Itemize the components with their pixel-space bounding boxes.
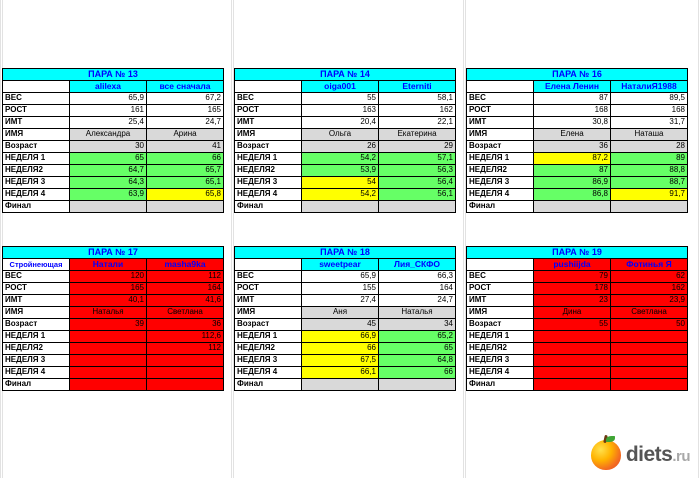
row-label: РОСТ	[235, 105, 302, 117]
cell-value: 34	[379, 319, 456, 331]
logo-suffix: .ru	[672, 448, 690, 465]
row-label: ИМТ	[3, 295, 70, 307]
table-row	[467, 153, 688, 165]
cell-value: 55	[302, 93, 379, 105]
cell-value: 40,1	[70, 295, 147, 307]
apple-icon	[591, 440, 621, 470]
row-label: Возраст	[467, 141, 534, 153]
corner-cell	[467, 81, 534, 93]
cell-value: 55	[534, 319, 611, 331]
table-row	[3, 141, 224, 153]
table-row	[3, 355, 224, 367]
row-label: ВЕС	[235, 271, 302, 283]
cell-value: 36	[534, 141, 611, 153]
cell-value	[534, 343, 611, 355]
cell-value: 165	[147, 105, 224, 117]
table-row	[467, 343, 688, 355]
table-row	[3, 379, 224, 391]
table-row	[467, 177, 688, 189]
cell-value	[611, 379, 688, 391]
table-row	[3, 153, 224, 165]
table-row	[3, 271, 224, 283]
participant-2-name: все сначала	[147, 81, 224, 93]
cell-value: Наташа	[611, 129, 688, 141]
cell-value	[534, 379, 611, 391]
cell-value: 165	[70, 283, 147, 295]
cell-value: 65,9	[70, 93, 147, 105]
row-label: ИМЯ	[3, 307, 70, 319]
row-label: РОСТ	[235, 283, 302, 295]
row-label: ВЕС	[467, 93, 534, 105]
table-row	[3, 367, 224, 379]
cell-value: 163	[302, 105, 379, 117]
cell-value: 66,3	[379, 271, 456, 283]
pair-card-17	[2, 246, 224, 391]
cell-value	[611, 343, 688, 355]
cell-value: 87	[534, 165, 611, 177]
cell-value	[70, 201, 147, 213]
cell-value	[534, 367, 611, 379]
table-row	[235, 295, 456, 307]
row-label: НЕДЕЛЯ 3	[235, 177, 302, 189]
table-row	[467, 283, 688, 295]
card-title: ПАРА № 13	[3, 69, 224, 81]
cell-value	[611, 201, 688, 213]
table-row	[467, 247, 688, 259]
row-label: ИМЯ	[235, 307, 302, 319]
cell-value: 25,4	[70, 117, 147, 129]
corner-cell	[467, 259, 534, 271]
row-label: ИМТ	[467, 117, 534, 129]
table-row	[3, 69, 224, 81]
table-row	[3, 307, 224, 319]
row-label: ВЕС	[3, 271, 70, 283]
row-label: НЕДЕЛЯ2	[235, 343, 302, 355]
participant-1-name: sweetpear	[302, 259, 379, 271]
cell-value: 65,1	[147, 177, 224, 189]
table-row	[467, 93, 688, 105]
cell-value: Аня	[302, 307, 379, 319]
cell-value: 62	[611, 271, 688, 283]
pair-card-14	[234, 68, 456, 213]
cell-value: 54,2	[302, 189, 379, 201]
table-row	[467, 129, 688, 141]
pair-table-14	[234, 68, 456, 213]
cell-value: 41	[147, 141, 224, 153]
cell-value: 53,9	[302, 165, 379, 177]
cell-value: 24,7	[147, 117, 224, 129]
participant-2-name: Фотинья Я	[611, 259, 688, 271]
cell-value: 65,7	[147, 165, 224, 177]
table-row	[235, 319, 456, 331]
row-label: Финал	[467, 379, 534, 391]
table-row	[467, 355, 688, 367]
cell-value: 65,9	[302, 271, 379, 283]
cell-value: 66	[147, 153, 224, 165]
participant-2-name: mashа9ka	[147, 259, 224, 271]
row-label: ВЕС	[467, 271, 534, 283]
cell-value: 155	[302, 283, 379, 295]
table-row	[3, 201, 224, 213]
cell-value: 23,9	[611, 295, 688, 307]
cell-value: 22,1	[379, 117, 456, 129]
pair-card-13	[2, 68, 224, 213]
row-label: НЕДЕЛЯ 4	[3, 189, 70, 201]
table-row	[235, 129, 456, 141]
cell-value: 89,5	[611, 93, 688, 105]
cell-value: 57,1	[379, 153, 456, 165]
cell-value: 31,7	[611, 117, 688, 129]
table-row	[467, 201, 688, 213]
table-row	[235, 81, 456, 93]
row-label: НЕДЕЛЯ 3	[467, 177, 534, 189]
row-label: Возраст	[467, 319, 534, 331]
cell-value: 91,7	[611, 189, 688, 201]
cell-value: 54,2	[302, 153, 379, 165]
cell-value: 162	[379, 105, 456, 117]
row-label: НЕДЕЛЯ 3	[3, 177, 70, 189]
cell-value	[534, 355, 611, 367]
cell-value: 112,6	[147, 331, 224, 343]
cell-value: 64,3	[70, 177, 147, 189]
cell-value: 64,7	[70, 165, 147, 177]
cell-value	[534, 331, 611, 343]
cell-value: 88,8	[611, 165, 688, 177]
table-row	[235, 93, 456, 105]
cell-value: 45	[302, 319, 379, 331]
row-label: НЕДЕЛЯ 4	[467, 367, 534, 379]
pair-table-19	[466, 246, 688, 391]
participant-1-name: alilexa	[70, 81, 147, 93]
participant-2-name: Лия_СКФО	[379, 259, 456, 271]
row-label: Финал	[3, 201, 70, 213]
row-label: НЕДЕЛЯ 1	[3, 331, 70, 343]
table-row	[467, 307, 688, 319]
cell-value	[70, 355, 147, 367]
table-row	[235, 165, 456, 177]
table-row	[467, 295, 688, 307]
row-label: НЕДЕЛЯ2	[467, 343, 534, 355]
table-row	[467, 367, 688, 379]
table-row	[467, 271, 688, 283]
row-label: НЕДЕЛЯ 3	[235, 355, 302, 367]
cell-value	[70, 379, 147, 391]
table-row	[235, 201, 456, 213]
cell-value: 63,9	[70, 189, 147, 201]
row-label: НЕДЕЛЯ2	[3, 343, 70, 355]
row-label: ИМЯ	[235, 129, 302, 141]
cell-value: 79	[534, 271, 611, 283]
row-label: НЕДЕЛЯ 4	[3, 367, 70, 379]
cell-value: 168	[534, 105, 611, 117]
cell-value: 161	[70, 105, 147, 117]
participant-1-name: Натали	[70, 259, 147, 271]
cell-value: 67,5	[302, 355, 379, 367]
row-label: НЕДЕЛЯ 4	[235, 367, 302, 379]
table-row	[467, 259, 688, 271]
row-label: Финал	[467, 201, 534, 213]
row-label: НЕДЕЛЯ 1	[235, 331, 302, 343]
table-row	[3, 81, 224, 93]
row-label: Финал	[235, 201, 302, 213]
cell-value: 87	[534, 93, 611, 105]
row-label: НЕДЕЛЯ 1	[235, 153, 302, 165]
cell-value: Светлана	[611, 307, 688, 319]
cell-value: 65	[379, 343, 456, 355]
row-label: Финал	[3, 379, 70, 391]
row-label: РОСТ	[467, 283, 534, 295]
row-label: ИМЯ	[467, 307, 534, 319]
table-row	[235, 307, 456, 319]
table-row	[467, 189, 688, 201]
row-label: РОСТ	[3, 283, 70, 295]
table-row	[235, 177, 456, 189]
card-title: ПАРА № 19	[467, 247, 688, 259]
pair-table-16	[466, 68, 688, 213]
row-label: Возраст	[235, 319, 302, 331]
row-label: ИМТ	[467, 295, 534, 307]
cell-value	[611, 331, 688, 343]
participant-1-name: oiga001	[302, 81, 379, 93]
row-label: Финал	[235, 379, 302, 391]
cell-value: Александра	[70, 129, 147, 141]
table-row	[235, 259, 456, 271]
cell-value: 164	[379, 283, 456, 295]
cell-value: 66	[379, 367, 456, 379]
table-row	[235, 271, 456, 283]
row-label: ИМТ	[235, 117, 302, 129]
table-row	[235, 189, 456, 201]
pair-card-18	[234, 246, 456, 391]
cell-value	[534, 201, 611, 213]
pair-table-13	[2, 68, 224, 213]
pair-card-19	[466, 246, 688, 391]
cell-value: 66,9	[302, 331, 379, 343]
table-row	[235, 69, 456, 81]
cell-value	[70, 331, 147, 343]
cell-value: 29	[379, 141, 456, 153]
cell-value	[147, 201, 224, 213]
table-row	[3, 319, 224, 331]
table-row	[3, 165, 224, 177]
table-row	[3, 331, 224, 343]
logo-text	[626, 443, 690, 467]
cell-value: 66,1	[302, 367, 379, 379]
row-label: НЕДЕЛЯ 1	[467, 153, 534, 165]
cell-value: 65,8	[147, 189, 224, 201]
cell-value: 28	[611, 141, 688, 153]
row-label: Возраст	[3, 319, 70, 331]
cell-value: 168	[611, 105, 688, 117]
cell-value: 58,1	[379, 93, 456, 105]
row-label: НЕДЕЛЯ 4	[235, 189, 302, 201]
table-row	[3, 105, 224, 117]
cell-value: 56,1	[379, 189, 456, 201]
table-row	[235, 141, 456, 153]
cell-value: 89	[611, 153, 688, 165]
cell-value: 86,9	[534, 177, 611, 189]
cell-value: 26	[302, 141, 379, 153]
cell-value: 36	[147, 319, 224, 331]
logo-name: diets	[625, 443, 673, 466]
table-row	[3, 189, 224, 201]
row-label: НЕДЕЛЯ 1	[3, 153, 70, 165]
participant-1-name: Елена Ленин	[534, 81, 611, 93]
table-row	[235, 343, 456, 355]
cell-value: 112	[147, 343, 224, 355]
cell-value: 178	[534, 283, 611, 295]
row-label: НЕДЕЛЯ 1	[467, 331, 534, 343]
cell-value: 41,6	[147, 295, 224, 307]
table-row	[235, 153, 456, 165]
row-label: ИМТ	[235, 295, 302, 307]
table-row	[467, 141, 688, 153]
table-row	[3, 283, 224, 295]
table-row	[235, 283, 456, 295]
table-row	[467, 319, 688, 331]
row-label: ИМЯ	[467, 129, 534, 141]
participant-2-name: Eterniti	[379, 81, 456, 93]
cell-value: 54	[302, 177, 379, 189]
cell-value	[70, 367, 147, 379]
cell-value: 164	[147, 283, 224, 295]
table-row	[3, 129, 224, 141]
cell-value	[611, 355, 688, 367]
cell-value: Наталья	[70, 307, 147, 319]
row-label: НЕДЕЛЯ2	[467, 165, 534, 177]
card-title: ПАРА № 17	[3, 247, 224, 259]
cell-value: 50	[611, 319, 688, 331]
cell-value	[379, 379, 456, 391]
cell-value: Дина	[534, 307, 611, 319]
table-row	[467, 331, 688, 343]
table-row	[467, 105, 688, 117]
row-label: Возраст	[235, 141, 302, 153]
cell-value: Арина	[147, 129, 224, 141]
corner-cell	[235, 81, 302, 93]
cell-value: Екатерина	[379, 129, 456, 141]
cell-value	[379, 201, 456, 213]
cell-value: 87,2	[534, 153, 611, 165]
cell-value: 30	[70, 141, 147, 153]
table-row	[3, 177, 224, 189]
row-label: НЕДЕЛЯ 3	[467, 355, 534, 367]
row-label: ИМТ	[3, 117, 70, 129]
cell-value: Светлана	[147, 307, 224, 319]
cell-value: 112	[147, 271, 224, 283]
pair-table-18	[234, 246, 456, 391]
cell-value: 120	[70, 271, 147, 283]
row-label: ВЕС	[3, 93, 70, 105]
table-row	[3, 247, 224, 259]
cell-value: Наталья	[379, 307, 456, 319]
table-row	[3, 295, 224, 307]
table-row	[3, 343, 224, 355]
row-label: НЕДЕЛЯ2	[235, 165, 302, 177]
row-label: Возраст	[3, 141, 70, 153]
table-row	[235, 367, 456, 379]
card-title: ПАРА № 14	[235, 69, 456, 81]
cell-value: 56,4	[379, 177, 456, 189]
row-label: РОСТ	[467, 105, 534, 117]
table-row	[3, 93, 224, 105]
table-row	[235, 247, 456, 259]
cell-value: 27,4	[302, 295, 379, 307]
participant-1-name: pushiijda	[534, 259, 611, 271]
row-label: НЕДЕЛЯ2	[3, 165, 70, 177]
row-label: НЕДЕЛЯ 3	[3, 355, 70, 367]
cell-value: 88,7	[611, 177, 688, 189]
cell-value: 20,4	[302, 117, 379, 129]
table-row	[235, 379, 456, 391]
corner-cell	[235, 259, 302, 271]
table-row	[235, 355, 456, 367]
table-row	[235, 331, 456, 343]
table-row	[3, 259, 224, 271]
pair-card-16	[466, 68, 688, 213]
cell-value: 86,8	[534, 189, 611, 201]
row-label: НЕДЕЛЯ 4	[467, 189, 534, 201]
table-row	[235, 117, 456, 129]
row-label: РОСТ	[3, 105, 70, 117]
cell-value: 30,8	[534, 117, 611, 129]
pair-table-17	[2, 246, 224, 391]
row-label: ИМЯ	[3, 129, 70, 141]
cell-value: Елена	[534, 129, 611, 141]
table-row	[467, 81, 688, 93]
table-row	[3, 117, 224, 129]
site-logo	[591, 440, 690, 470]
corner-cell	[3, 81, 70, 93]
table-row	[235, 105, 456, 117]
cell-value	[147, 367, 224, 379]
cell-value	[302, 379, 379, 391]
cell-value	[147, 379, 224, 391]
card-title: ПАРА № 16	[467, 69, 688, 81]
cell-value	[147, 355, 224, 367]
participant-2-name: НаталиЯ1988	[611, 81, 688, 93]
row-label: ВЕС	[235, 93, 302, 105]
table-row	[467, 69, 688, 81]
cell-value: 65,2	[379, 331, 456, 343]
cell-value: 64,8	[379, 355, 456, 367]
cell-value: 56,3	[379, 165, 456, 177]
cell-value	[611, 367, 688, 379]
cell-value	[302, 201, 379, 213]
table-row	[467, 117, 688, 129]
cell-value: 65	[70, 153, 147, 165]
cell-value	[70, 343, 147, 355]
card-title: ПАРА № 18	[235, 247, 456, 259]
cell-value: 23	[534, 295, 611, 307]
cell-value: Ольга	[302, 129, 379, 141]
table-row	[467, 379, 688, 391]
cell-value: 39	[70, 319, 147, 331]
table-row	[467, 165, 688, 177]
cell-value: 67,2	[147, 93, 224, 105]
cell-value: 162	[611, 283, 688, 295]
corner-cell: Стройнеющая	[3, 259, 70, 271]
cell-value: 66	[302, 343, 379, 355]
cell-value: 24,7	[379, 295, 456, 307]
